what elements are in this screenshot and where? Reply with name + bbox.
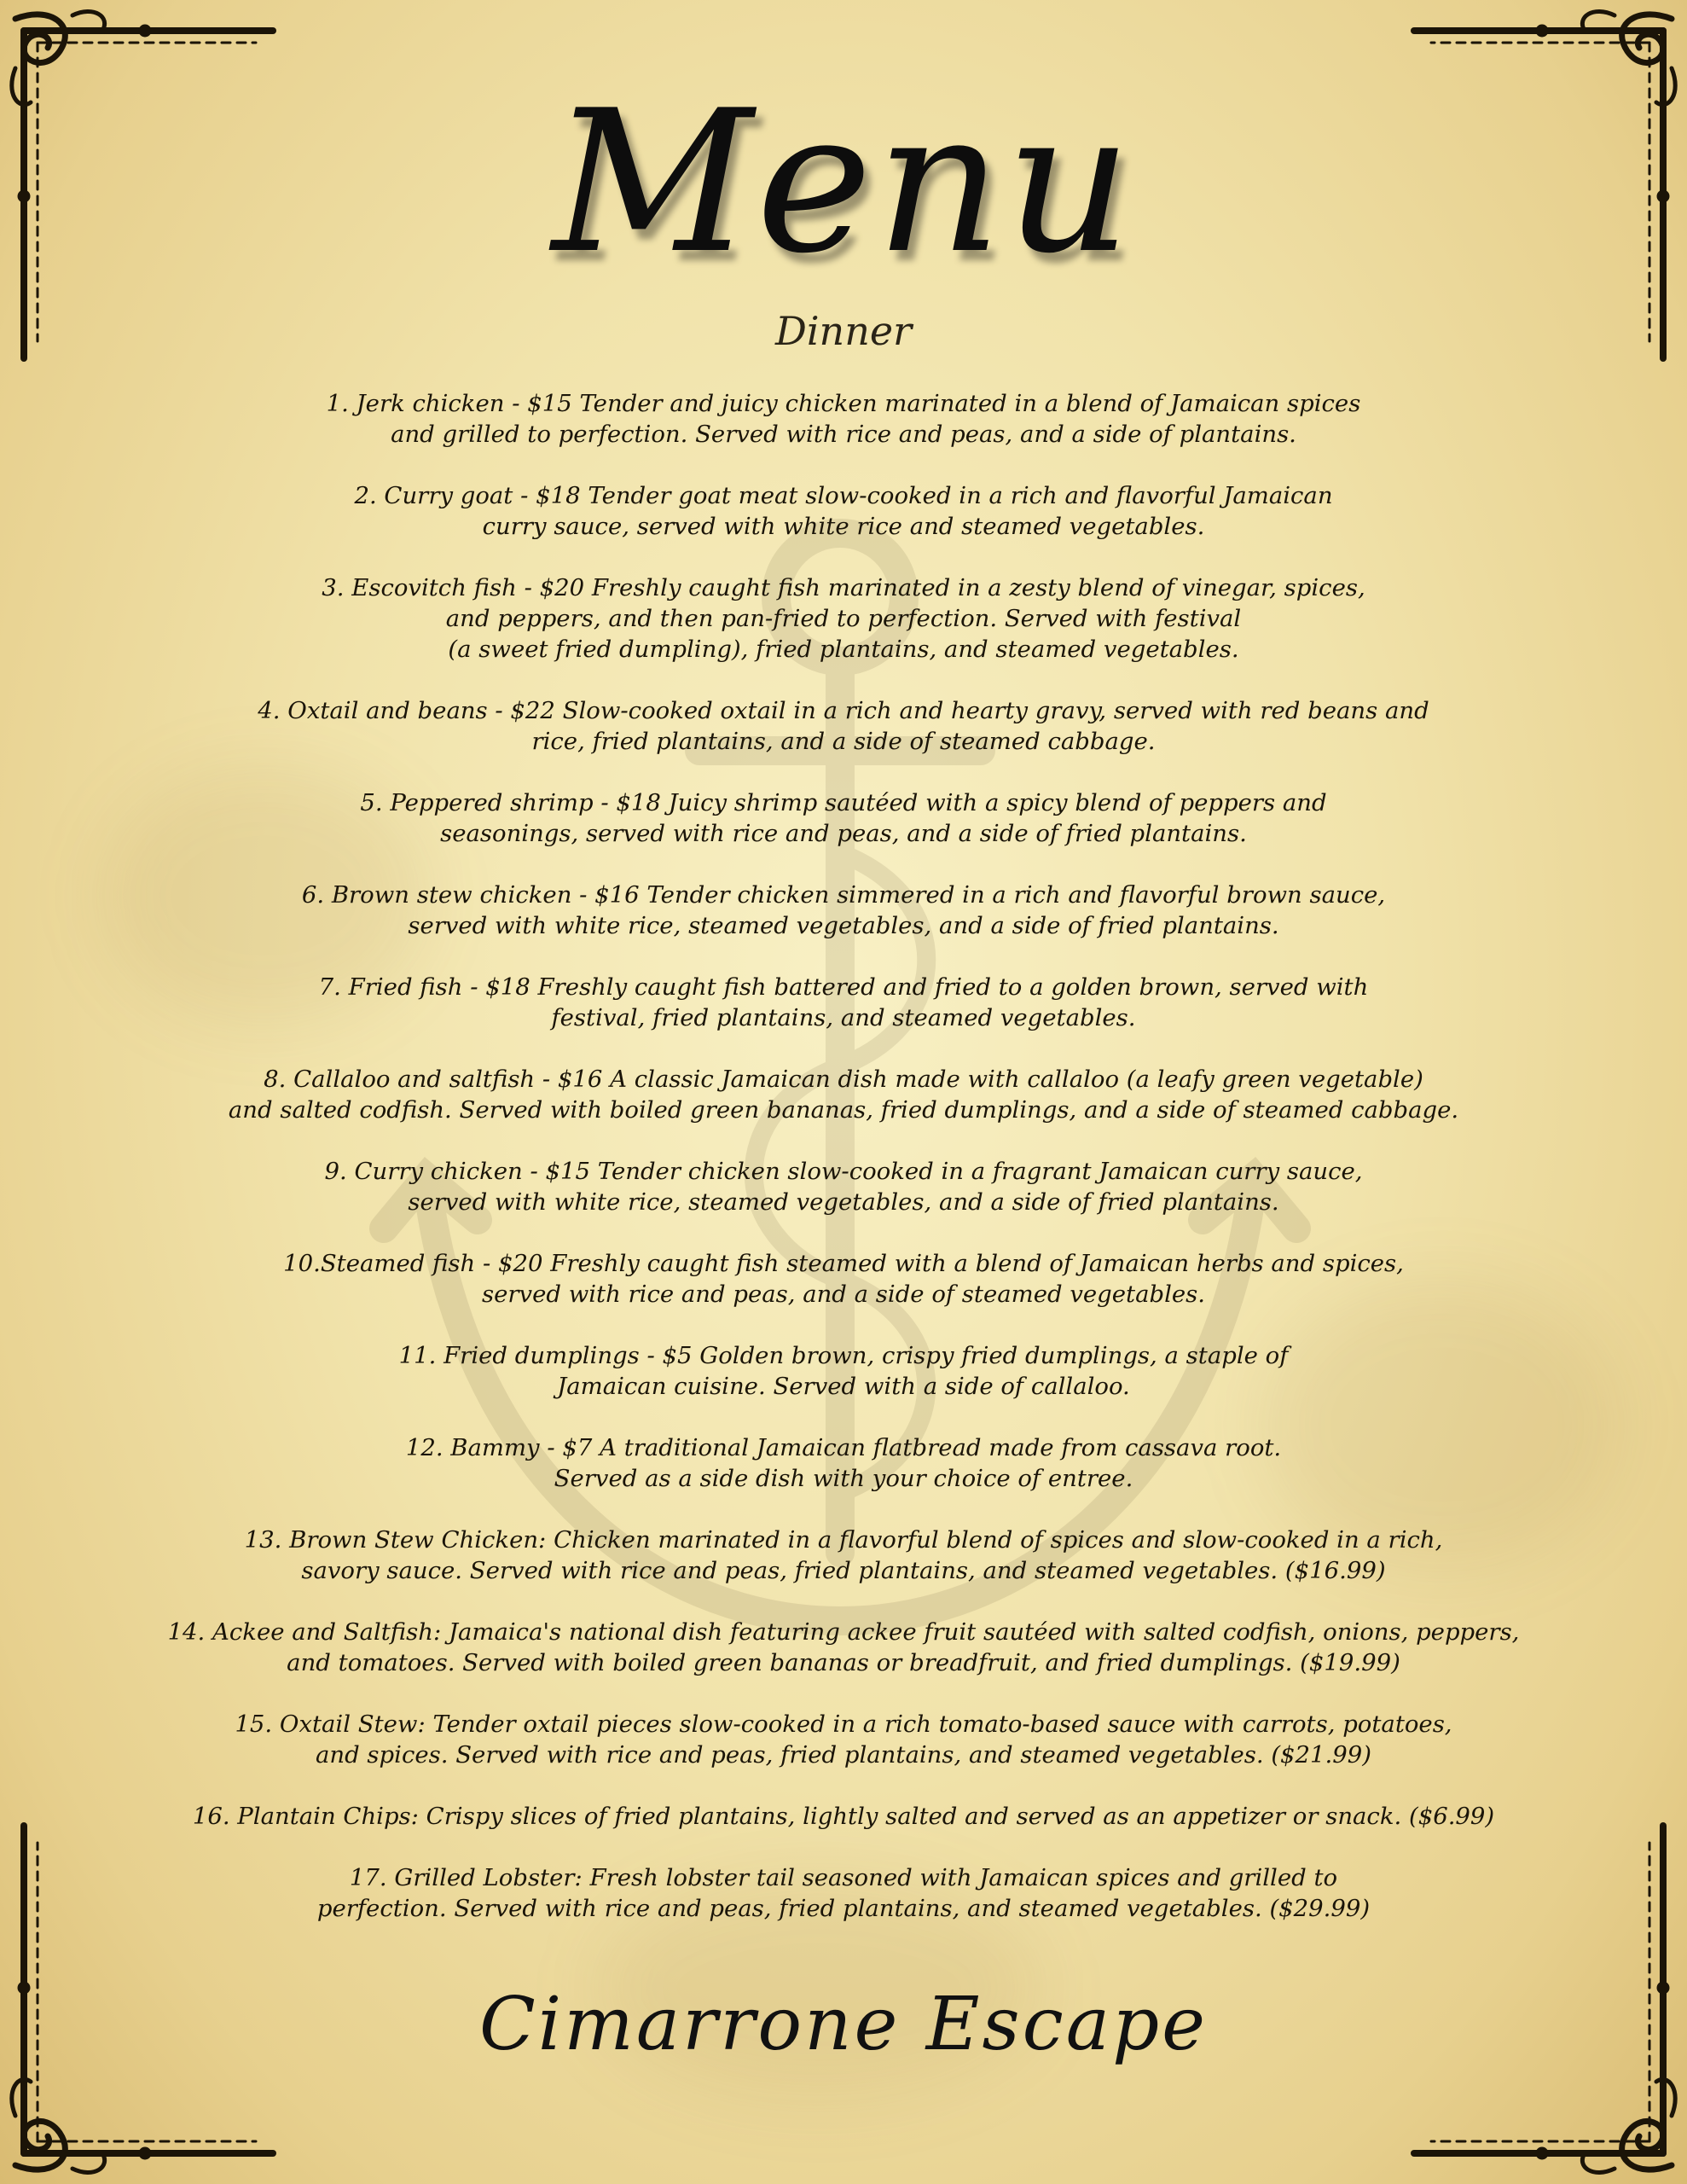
- menu-subtitle: Dinner: [774, 308, 913, 354]
- menu-item: 16. Plantain Chips: Crispy slices of fried plantains, lightly salted and served as an appetizer or snack. ($6.99): [192, 1803, 1495, 1830]
- menu-item: 14. Ackee and Saltfish: Jamaica's national dish featuring ackee fruit sautéed with salted codfish, onions, peppers, and tomatoes. Served with boiled green bananas or breadfruit, and fried dumplings. ($19.99): [167, 1618, 1520, 1676]
- menu-item: 17. Grilled Lobster: Fresh lobster tail seasoned with Jamaican spices and grilled to perfection. Served with rice and peas, fried plantains, and steamed vegetables. ($29.99): [316, 1864, 1371, 1922]
- menu-item: 3. Escovitch fish - $20 Freshly caught fish marinated in a zesty blend of vinegar, spices, and peppers, and then pan-fried to perfection. Served with festival (a sweet fried dumpling), fried plantains, and steamed vegetables.: [322, 574, 1365, 663]
- menu-item: 11. Fried dumplings - $5 Golden brown, crispy fried dumplings, a staple of Jamaican cuisine. Served with a side of callaloo.: [398, 1342, 1289, 1400]
- menu-item: 8. Callaloo and saltfish - $16 A classic Jamaican dish made with callaloo (a leafy green vegetable) and salted codfish. Served with boiled green bananas, fried dumplings, and a side of steamed cabbage.: [228, 1066, 1459, 1124]
- menu-item-list: [128, 388, 1559, 1955]
- menu-item: 15. Oxtail Stew: Tender oxtail pieces slow-cooked in a rich tomato-based sauce with carrots, potatoes, and spices. Served with rice and peas, fried plantains, and steamed vegetables. ($21.99): [235, 1711, 1452, 1769]
- menu-item: 1. Jerk chicken - $15 Tender and juicy chicken marinated in a blend of Jamaican spices and grilled to perfection. Served with rice and peas, and a side of plantains.: [326, 390, 1361, 448]
- menu-title: Menu: [552, 69, 1135, 297]
- menu-item: 2. Curry goat - $18 Tender goat meat slow-cooked in a rich and flavorful Jamaican curry sauce, served with white rice and steamed vegetables.: [354, 482, 1333, 540]
- menu-item: 12. Bammy - $7 A traditional Jamaican flatbread made from cassava root. Served as a side dish with your choice of entree.: [405, 1434, 1282, 1492]
- menu-item: 4. Oxtail and beans - $22 Slow-cooked oxtail in a rich and hearty gravy, served with red beans and rice, fried plantains, and a side of steamed cabbage.: [258, 697, 1429, 755]
- menu-item: 13. Brown Stew Chicken: Chicken marinated in a flavorful blend of spices and slow-cooked in a rich, savory sauce. Served with rice and peas, fried plantains, and steamed vegetables. ($16.99): [244, 1526, 1443, 1584]
- menu-item: 5. Peppered shrimp - $18 Juicy shrimp sautéed with a spicy blend of peppers and seasonings, served with rice and peas, and a side of fried plantains.: [360, 789, 1327, 847]
- menu-item: 7. Fried fish - $18 Freshly caught fish battered and fried to a golden brown, served with festival, fried plantains, and steamed vegetables.: [318, 973, 1369, 1031]
- restaurant-name: Cimarrone Escape: [478, 1982, 1209, 2067]
- menu-item: 10.Steamed fish - $20 Freshly caught fish steamed with a blend of Jamaican herbs and spices, served with rice and peas, and a side of steamed vegetables.: [283, 1250, 1404, 1308]
- menu-item: 6. Brown stew chicken - $16 Tender chicken simmered in a rich and flavorful brown sauce, served with white rice, steamed vegetables, and a side of fried plantains.: [301, 881, 1386, 939]
- menu-item: 9. Curry chicken - $15 Tender chicken slow-cooked in a fragrant Jamaican curry sauce, served with white rice, steamed vegetables, and a side of fried plantains.: [324, 1158, 1363, 1216]
